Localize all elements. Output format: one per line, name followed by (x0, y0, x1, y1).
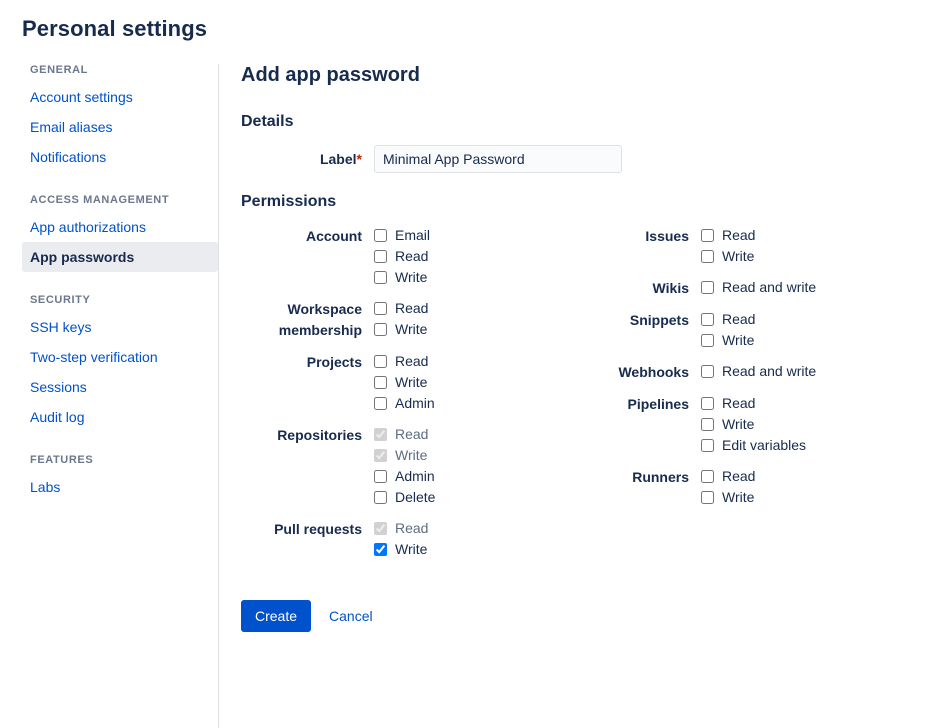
permission-group-label: Runners (632, 469, 689, 485)
permission-group-label: Pull requests (274, 521, 362, 537)
checkbox-repositories-delete[interactable] (374, 491, 387, 504)
permission-option-label: Write (722, 248, 755, 264)
checkbox-account-read[interactable] (374, 250, 387, 263)
permission-option-repositories-write (374, 445, 435, 466)
permission-option-label: Admin (395, 395, 435, 411)
main-content (218, 64, 936, 728)
permission-option-pipelines-write[interactable] (701, 414, 806, 435)
permission-option-snippets-read[interactable] (701, 309, 755, 330)
permission-group (571, 466, 871, 508)
main-heading: Add app password (241, 64, 420, 86)
checkbox-pipelines-edit-variables[interactable] (701, 439, 714, 452)
permission-option-label: Admin (395, 468, 435, 484)
permission-option-pipelines-read[interactable] (701, 393, 806, 414)
required-marker: * (356, 151, 362, 167)
permission-option-label: Write (722, 332, 755, 348)
sidebar-item-notifications[interactable]: Notifications (30, 149, 107, 165)
permission-options (374, 518, 428, 560)
permissions-column-left (241, 225, 571, 570)
permission-option-pipelines-edit-variables[interactable] (701, 435, 806, 456)
label-field-row (241, 145, 936, 173)
permission-options (374, 298, 428, 341)
permission-option-label: Write (395, 447, 428, 463)
permission-option-label: Write (722, 416, 755, 432)
permissions-column-right (571, 225, 871, 570)
checkbox-issues-write[interactable] (701, 250, 714, 263)
sidebar-group (22, 194, 218, 272)
sidebar-item-app-passwords[interactable]: App passwords (22, 242, 218, 272)
settings-sidebar (0, 64, 218, 728)
checkbox-webhooks-read-and-write[interactable] (701, 365, 714, 378)
permission-group (241, 518, 571, 560)
sidebar-group (22, 294, 218, 432)
permission-option-repositories-delete[interactable] (374, 487, 435, 508)
permission-option-label: Read and write (722, 279, 817, 295)
checkbox-runners-write[interactable] (701, 491, 714, 504)
sidebar-item-app-authorizations[interactable]: App authorizations (30, 219, 146, 235)
permission-options (701, 225, 755, 267)
checkbox-pipelines-read[interactable] (701, 397, 714, 410)
permission-option-repositories-read (374, 424, 435, 445)
permission-option-label: Read (722, 468, 756, 484)
checkbox-repositories-read (374, 428, 387, 441)
permission-option-label: Read (395, 353, 429, 369)
checkbox-pull-requests-read (374, 522, 387, 535)
checkbox-pull-requests-write[interactable] (374, 543, 387, 556)
checkbox-projects-admin[interactable] (374, 397, 387, 410)
checkbox-pipelines-write[interactable] (701, 418, 714, 431)
checkbox-issues-read[interactable] (701, 229, 714, 242)
permission-group-label: Pipelines (627, 396, 689, 412)
permission-option-runners-read[interactable] (701, 466, 755, 487)
permission-group-label: Account (306, 228, 362, 244)
permission-options (374, 225, 430, 288)
permission-option-pull-requests-read (374, 518, 428, 539)
permission-option-label: Write (395, 321, 428, 337)
form-actions (241, 600, 936, 632)
checkbox-runners-read[interactable] (701, 470, 714, 483)
sidebar-item-account-settings[interactable]: Account settings (30, 89, 133, 105)
checkbox-account-email[interactable] (374, 229, 387, 242)
permission-option-label: Read (395, 520, 429, 536)
checkbox-account-write[interactable] (374, 271, 387, 284)
permission-options (374, 351, 435, 414)
permission-option-label: Edit variables (722, 437, 807, 453)
permission-option-label: Write (395, 541, 428, 557)
label-input[interactable] (374, 145, 622, 173)
permission-option-label: Write (722, 489, 755, 505)
permission-option-account-write[interactable] (374, 267, 430, 288)
permission-option-label: Read (722, 311, 756, 327)
checkbox-snippets-read[interactable] (701, 313, 714, 326)
label-field-text: Label (319, 151, 357, 167)
sidebar-group-title: GENERAL (30, 64, 88, 76)
permissions-grid (241, 225, 936, 570)
sidebar-item-audit-log[interactable]: Audit log (30, 409, 85, 425)
permission-group-label: Workspace membership (278, 301, 362, 338)
permission-group-label: Snippets (629, 312, 689, 328)
permission-options (374, 424, 435, 508)
checkbox-projects-write[interactable] (374, 376, 387, 389)
permission-option-webhooks-read-and-write[interactable] (701, 361, 816, 382)
permission-option-account-read[interactable] (374, 246, 430, 267)
sidebar-item-labs[interactable]: Labs (30, 479, 61, 495)
create-button[interactable]: Create (241, 600, 311, 632)
checkbox-workspace-membership-write[interactable] (374, 323, 387, 336)
sidebar-item-sessions[interactable]: Sessions (30, 379, 87, 395)
sidebar-group-title: SECURITY (30, 294, 91, 306)
permission-group (571, 393, 871, 456)
permission-option-projects-read[interactable] (374, 351, 435, 372)
permission-group (571, 361, 871, 383)
permission-option-runners-write[interactable] (701, 487, 755, 508)
sidebar-group-title: FEATURES (30, 454, 94, 466)
permission-option-projects-write[interactable] (374, 372, 435, 393)
sidebar-group (22, 454, 218, 502)
sidebar-item-ssh-keys[interactable]: SSH keys (30, 319, 92, 335)
permission-option-wikis-read-and-write[interactable] (701, 277, 816, 298)
permission-group-label: Webhooks (618, 364, 689, 380)
permission-option-pull-requests-write[interactable] (374, 539, 428, 560)
page-title: Personal settings (22, 16, 208, 41)
permission-option-issues-write[interactable] (701, 246, 755, 267)
permission-options (701, 309, 755, 351)
permission-option-issues-read[interactable] (701, 225, 755, 246)
permission-option-repositories-admin[interactable] (374, 466, 435, 487)
cancel-button[interactable]: Cancel (325, 600, 377, 632)
label-field-label (241, 151, 374, 167)
checkbox-repositories-admin[interactable] (374, 470, 387, 483)
permission-options (701, 277, 816, 299)
permission-group (241, 424, 571, 508)
permission-option-label: Read and write (722, 363, 817, 379)
permission-option-workspace-membership-write[interactable] (374, 319, 428, 340)
permission-group-label: Repositories (277, 427, 362, 443)
permission-option-label: Read (395, 300, 429, 316)
checkbox-repositories-write (374, 449, 387, 462)
permission-option-snippets-write[interactable] (701, 330, 755, 351)
permission-group (241, 298, 571, 341)
permission-option-label: Read (395, 426, 429, 442)
permission-group (571, 277, 871, 299)
sidebar-group (22, 64, 218, 172)
permission-group (241, 225, 571, 288)
permission-option-account-email[interactable] (374, 225, 430, 246)
page-layout (0, 64, 936, 728)
permission-group-label: Wikis (652, 280, 689, 296)
checkbox-projects-read[interactable] (374, 355, 387, 368)
sidebar-group-title: ACCESS MANAGEMENT (30, 194, 170, 206)
sidebar-item-two-step-verification[interactable]: Two-step verification (30, 349, 158, 365)
checkbox-workspace-membership-read[interactable] (374, 302, 387, 315)
permission-group (241, 351, 571, 414)
permission-option-projects-admin[interactable] (374, 393, 435, 414)
permission-option-label: Delete (395, 489, 436, 505)
permission-group (571, 309, 871, 351)
permission-option-label: Write (395, 374, 428, 390)
details-section-title: Details (241, 113, 294, 130)
checkbox-snippets-write[interactable] (701, 334, 714, 347)
permission-option-label: Read (722, 395, 756, 411)
permission-options (701, 466, 755, 508)
permission-option-label: Read (395, 248, 429, 264)
permission-group-label: Issues (645, 228, 689, 244)
permission-option-label: Email (395, 227, 431, 243)
permission-group-label: Projects (306, 354, 362, 370)
sidebar-item-email-aliases[interactable]: Email aliases (30, 119, 113, 135)
permission-option-label: Read (722, 227, 756, 243)
permission-group (571, 225, 871, 267)
permission-option-label: Write (395, 269, 428, 285)
permission-options (701, 361, 816, 383)
permissions-section-title: Permissions (241, 193, 337, 210)
permission-options (701, 393, 806, 456)
checkbox-wikis-read-and-write[interactable] (701, 281, 714, 294)
permission-option-workspace-membership-read[interactable] (374, 298, 428, 319)
